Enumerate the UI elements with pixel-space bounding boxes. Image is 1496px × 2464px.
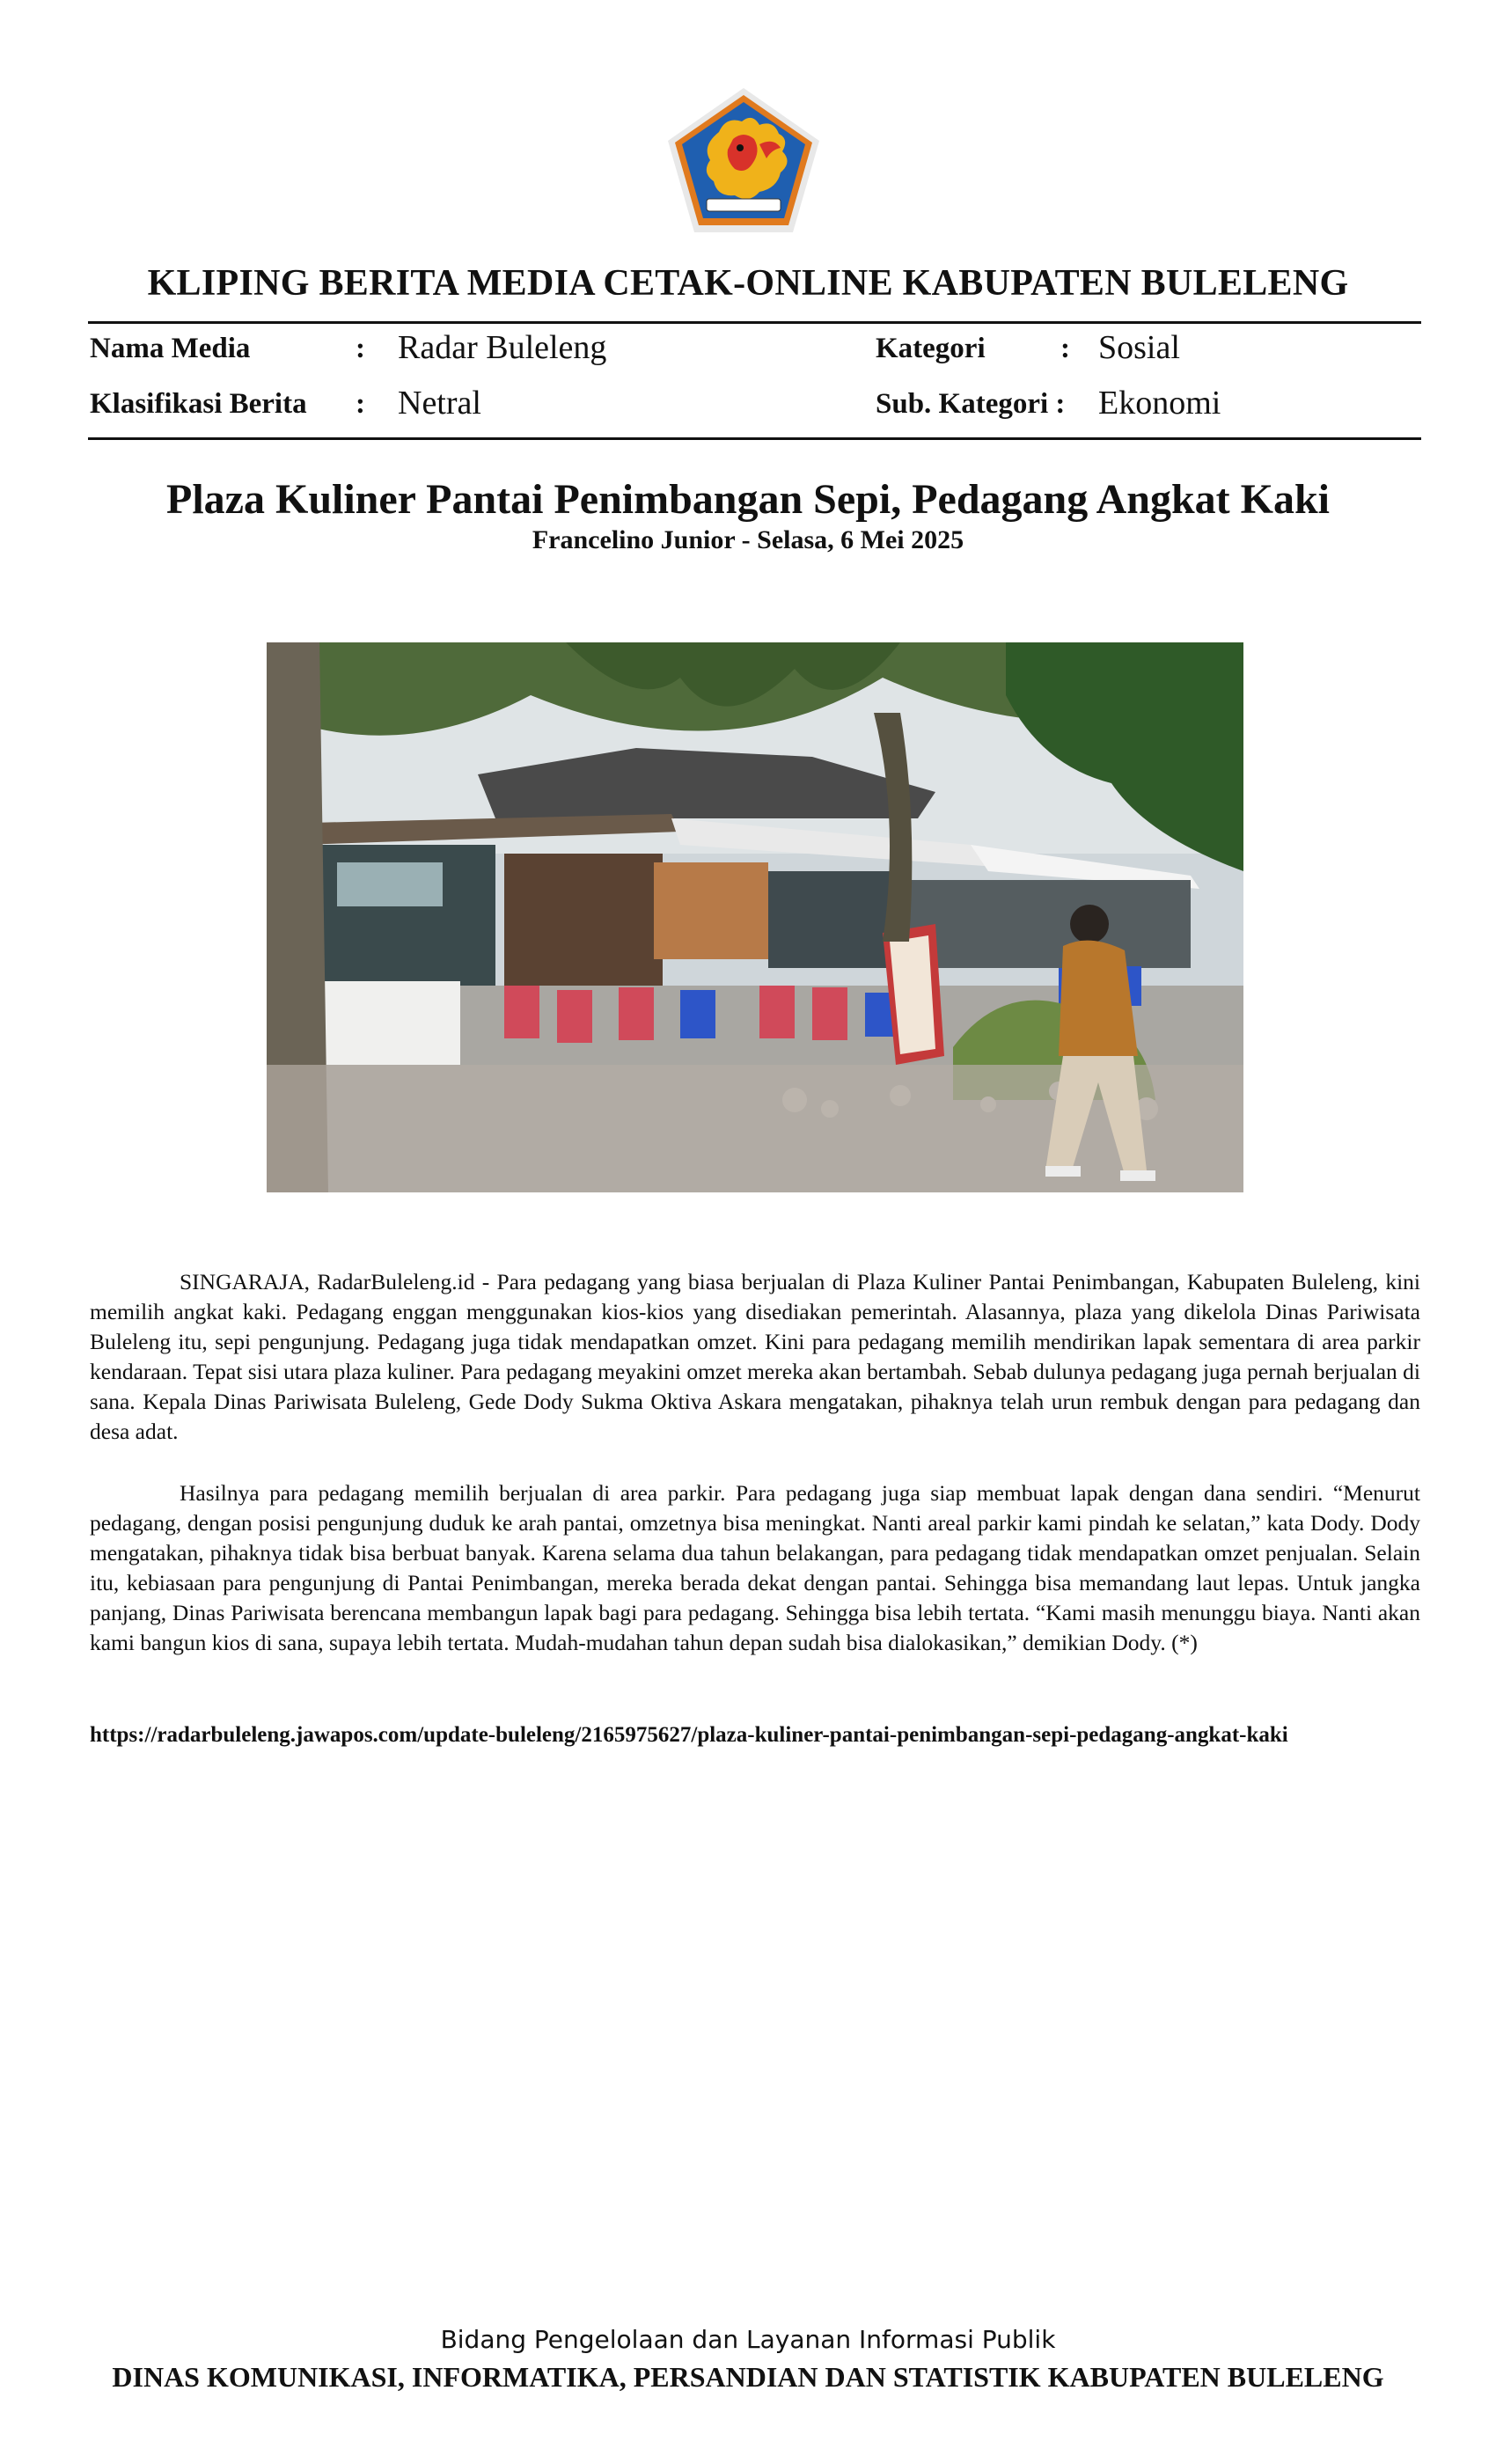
kategori-value: Sosial: [1098, 329, 1180, 366]
header-top-rule: [88, 321, 1421, 324]
document-header-title: KLIPING BERITA MEDIA CETAK-ONLINE KABUPATEN BULELENG: [147, 263, 1349, 304]
sub-kategori-label: Sub. Kategori :: [876, 388, 1066, 420]
sub-kategori-value: Ekonomi: [1098, 385, 1221, 422]
nama-media-label: Nama Media: [90, 333, 251, 364]
kategori-colon: :: [1060, 333, 1070, 364]
klasifikasi-berita-label: Klasifikasi Berita: [90, 388, 307, 420]
kategori-label: Kategori: [876, 333, 986, 364]
article-paragraph-2: [90, 1478, 1420, 1658]
article-photo: [267, 642, 1243, 1192]
article-title: Plaza Kuliner Pantai Penimbangan Sepi, Pedagang Angkat Kaki: [166, 476, 1330, 523]
nama-media-colon: :: [356, 333, 365, 364]
buleleng-emblem-logo: [664, 86, 823, 236]
paragraph-1-text: SINGARAJA, RadarBuleleng.id - Para pedagang yang biasa berjualan di Plaza Kuliner Pantai Penimbangan, Kabupaten Buleleng, kini memilih angkat kaki. Pedagang enggan menggunakan kios-kios yang disediakan pemerintah. Alasannya, plaza yang dikelola Dinas Pariwisata Buleleng itu, sepi pengunjung. Pedagang juga tidak mendapatkan omzet. Kini para pedagang memilih mendirikan lapak sementara di area parkir kendaraan. Tepat sisi utara plaza kuliner. Para pedagang meyakini omzet mereka akan bertambah. Sebab dulunya pedagang juga pernah berjualan di sana. Kepala Dinas Pariwisata Buleleng, Gede Dody Sukma Oktiva Askara mengatakan, pihaknya telah urun rembuk dengan para pedagang dan desa adat.: [90, 1269, 1420, 1444]
article-paragraph-1: [90, 1267, 1420, 1447]
klasifikasi-berita-colon: :: [356, 388, 365, 420]
nama-media-value: Radar Buleleng: [398, 329, 607, 366]
paragraph-2-text: Hasilnya para pedagang memilih berjualan di area parkir. Para pedagang juga siap membuat lapak dengan dana sendiri. “Menurut pedagang, dengan posisi pengunjung duduk ke arah pantai, omzetnya bisa meningkat. Nanti areal parkir kami pindah ke selatan,” kata Dody. Dody mengatakan, pihaknya tidak bisa berbuat banyak. Karena selama dua tahun belakangan, para pedagang tidak mendapatkan omzet penjualan. Selain itu, kebiasaan para pengunjung di Pantai Penimbangan, mereka berada dekat dengan pantai. Sehingga bisa memandang laut lepas. Untuk jangka panjang, Dinas Pariwisata berencana membangun lapak bagi para pedagang. Sehingga bisa lebih tertata. “Kami masih menunggu biaya. Nanti akan kami bangun kios di sana, supaya lebih tertata. Mudah-mudahan tahun depan sudah bisa dialokasikan,” demikian Dody. (*): [90, 1480, 1420, 1655]
footer-agency: DINAS KOMUNIKASI, INFORMATIKA, PERSANDIAN DAN STATISTIK KABUPATEN BULELENG: [112, 2361, 1384, 2393]
footer-department: Bidang Pengelolaan dan Layanan Informasi Publik: [440, 2325, 1056, 2354]
header-bottom-rule: [88, 437, 1421, 440]
article-byline: Francelino Junior - Selasa, 6 Mei 2025: [532, 525, 964, 554]
source-url-link[interactable]: https://radarbuleleng.jawapos.com/update-buleleng/2165975627/plaza-kuliner-pantai-penimbangan-sepi-pedagang-angkat-kaki: [90, 1723, 1288, 1747]
klasifikasi-berita-value: Netral: [398, 385, 481, 422]
